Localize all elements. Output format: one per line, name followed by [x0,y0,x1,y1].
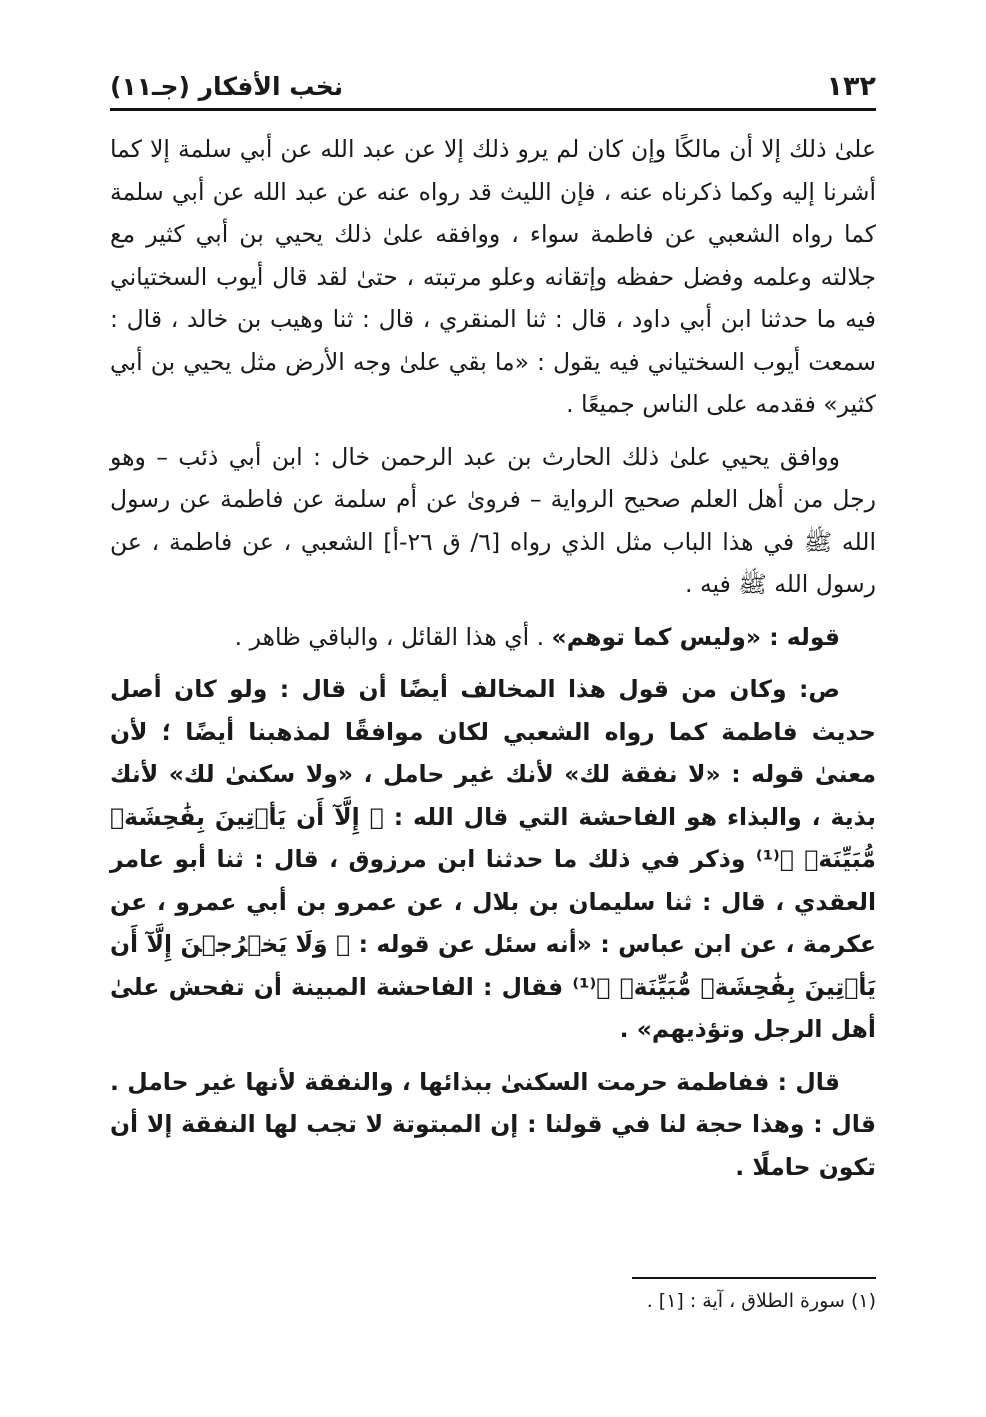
main-text [110,128,876,1188]
footnote: (١) سورة الطلاق ، آية : [١] . [646,1290,876,1312]
lemma-explanation: . أي هذا القائل ، والباقي ظاهر . [234,622,552,651]
running-title: نخب الأفكار (جـ١١) [110,71,344,101]
paragraph-3 [110,616,876,659]
footnote-rule [632,1277,876,1279]
paragraph-2: ووافق يحيي علىٰ ذلك الحارث بن عبد الرحمن خال : ابن أبي ذئب – وهو رجل من أهل العلم صحيح الرواية – فروىٰ عن أم سلمة عن فاطمة عن رسول الله ﷺ في هذا الباب مثل الذي رواه [٦/ ق ٢٦-أ] الشعبي ، عن فاطمة ، عن رسول الله ﷺ فيه . [110,442,876,598]
page-header [110,66,876,106]
paragraph-4: ص: وكان من قول هذا المخالف أيضًا أن قال : ولو كان أصل حديث فاطمة كما رواه الشعبي لكان موافقًا لمذهبنا أيضًا ؛ لأن معنىٰ قوله : «لا نفقة لك» لأنك غير حامل ، «ولا سكنىٰ لك» لأنك بذية ، والبذاء هو الفاحشة التي قال الله : ﴿ إِلَّآ أَن يَأۡتِينَ بِفَٰحِشَةٖ مُّبَيِّنَةٖ ﴾⁽¹⁾ وذكر في ذلك ما حدثنا ابن مرزوق ، قال : ثنا أبو عامر العقدي ، قال : ثنا سليمان بن بلال ، عن عمرو بن أبي عمرو ، عن عكرمة ، عن ابن عباس : «أنه سئل عن قوله : ﴿ وَلَا يَخۡرُجۡنَ إِلَّآ أَن يَأۡتِينَ بِفَٰحِشَةٖ مُّبَيِّنَةٖ ﴾⁽¹⁾ فقال : الفاحشة المبينة أن تفحش علىٰ أهل الرجل وتؤذيهم» . [110,675,876,1043]
page-number: ١٣٢ [826,70,876,102]
paragraph-5: قال : ففاطمة حرمت السكنىٰ ببذائها ، والنفقة لأنها غير حامل . قال : وهذا حجة لنا في قولنا : إن المبتوتة لا تجب لها النفقة إلا أن تكون حاملًا . [110,1067,876,1181]
quote-lemma: قوله : «وليس كما توهم» [551,622,840,651]
header-rule [110,108,876,111]
paragraph-1: علىٰ ذلك إلا أن مالكًا وإن كان لم يرو ذلك إلا عن عبد الله عن أبي سلمة إلا كما أشرنا إليه وكما ذكرناه عنه ، فإن الليث قد رواه عنه عن عبد الله عن أبي سلمة كما رواه الشعبي عن فاطمة سواء ، ووافقه علىٰ ذلك يحيي بن أبي كثير مع جلالته وعلمه وفضل حفظه وإتقانه وعلو مرتبته ، حتىٰ لقد قال أيوب السختياني فيه ما حدثنا ابن أبي داود ، قال : ثنا المنقري ، قال : ثنا وهيب بن خالد ، قال : سمعت أيوب السختياني فيه يقول : «ما بقي علىٰ وجه الأرض مثل يحيي بن أبي كثير» فقدمه على الناس جميعًا . [110,135,876,418]
